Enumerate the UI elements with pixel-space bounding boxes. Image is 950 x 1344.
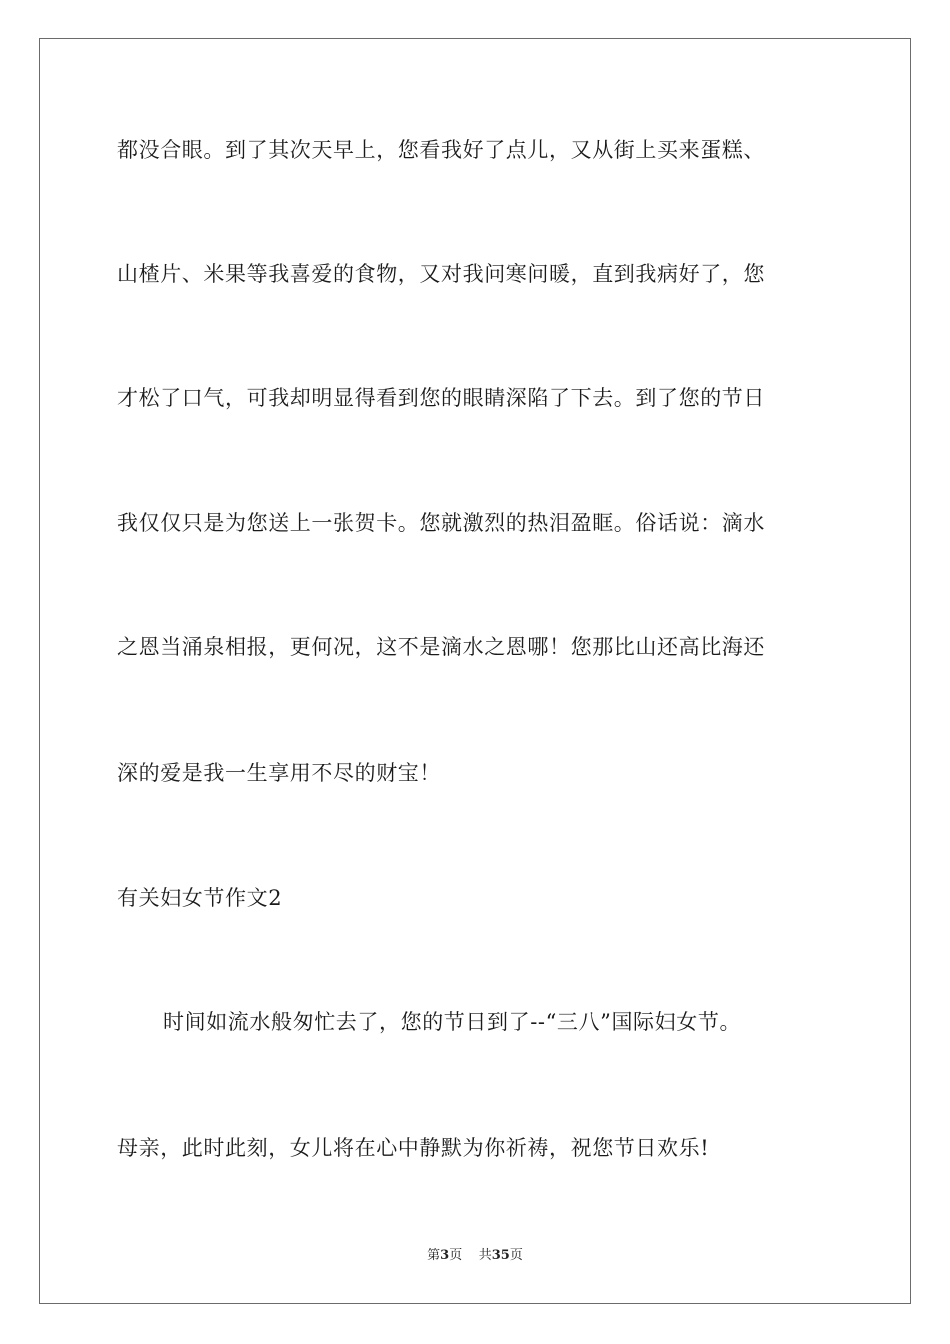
body-text-line: 深的爱是我一生享用不尽的财宝！ [117,761,441,785]
body-text-line: 母亲，此时此刻，女儿将在心中静默为你祈祷，祝您节日欢乐! [117,1136,710,1160]
section-heading: 有关妇女节作文2 [117,886,283,910]
page-footer [0,1247,950,1265]
body-text-line: 时间如流水般匆忙去了，您的节日到了--“三八”国际妇女节。 [163,1010,742,1034]
body-text-line: 之恩当涌泉相报，更何况，这不是滴水之恩哪！您那比山还高比海还 [117,635,765,659]
body-text-line: 山楂片、米果等我喜爱的食物，又对我问寒问暖，直到我病好了，您 [117,262,765,286]
body-text-line: 我仅仅只是为您送上一张贺卡。您就激烈的热泪盈眶。俗话说：滴水 [117,511,765,535]
body-text-line: 才松了口气，可我却明显得看到您的眼睛深陷了下去。到了您的节日 [117,386,765,410]
total-page-count: 35 [491,1248,510,1263]
page-label-prefix: 第 [427,1248,441,1263]
page-label-suffix: 页 [449,1248,463,1263]
total-label-suffix: 页 [509,1248,523,1263]
body-text-line: 都没合眼。到了其次天早上，您看我好了点儿，又从街上买来蛋糕、 [117,138,765,162]
current-page-number: 3 [440,1248,450,1263]
page-border [39,38,911,1304]
total-label-prefix: 共 [478,1248,492,1263]
